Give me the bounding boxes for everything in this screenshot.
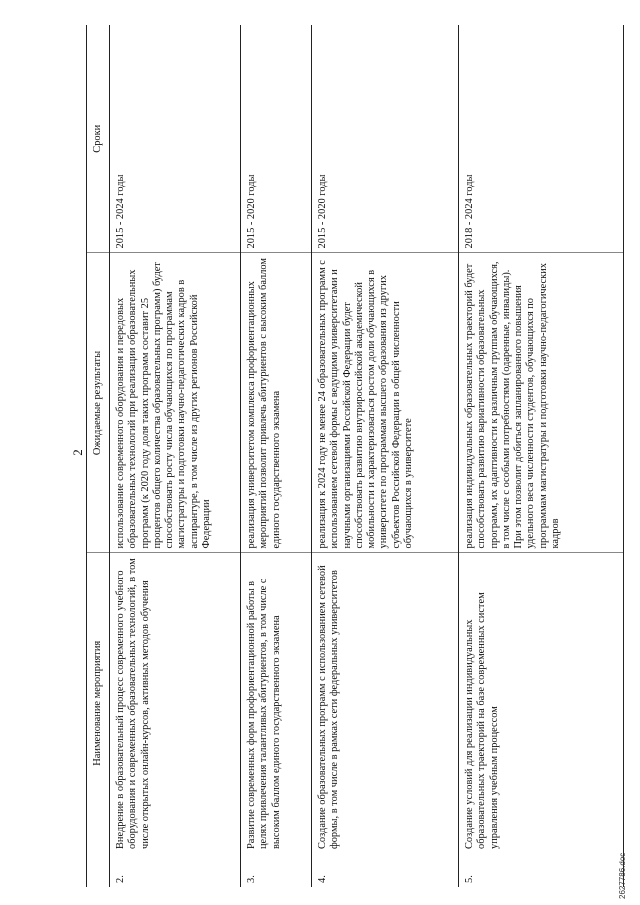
activities-table [86,25,624,887]
table-row [312,25,459,887]
activity-name: Развитие современных форм профориентационной работы в целях привлечения талантливых абитуриентов, в том числе с высоким баллом единого государственного экзамена [241,553,312,853]
term: 2015 - 2020 годы [312,25,459,253]
expected-results: реализация индивидуальных образовательных траекторий будет способствовать развитию вариативности образовательных программ, их адаптивности к различным группам обучающихся, в том числе с особыми потребностями (одаренные, инвалиды). При этом позволит добиться запланированного повышения удельного веса численности студентов, обучающихся по программам магистратуры и подготовки научно-педагогических кадров [459,253,624,553]
row-number: 2. [110,853,241,887]
header-results: Ожидаемые результаты [87,253,110,553]
header-term: Сроки [87,25,110,253]
page-number: 2 [70,449,85,456]
header-num [87,853,110,887]
activity-name: Создание образовательных программ с использованием сетевой формы, в том числе в рамках сети федеральных университетов [312,553,459,853]
table-row [241,25,312,887]
expected-results: реализация университетом комплекса профориентационных мероприятий позволит привлечь абитуриентов с высоким баллом единого государственного экзамена [241,253,312,553]
row-number: 3. [241,853,312,887]
term: 2015 - 2020 годы [241,25,312,253]
row-number: 5. [459,853,624,887]
activity-name: Внедрение в образовательный процесс современного учебного оборудования и современных образовательных технологий, в том числе открытых онлайн-курсов, активных методов обучения [110,553,241,853]
document-footer: 2627786.doc [618,852,627,899]
header-name: Наименование мероприятия [87,553,110,853]
expected-results: реализация к 2024 году не менее 24 образовательных программ с использованием сетевой формы с ведущими университетами и научными организациями Российской Федерации будет способствовать развитию внутрироссийской академической мобильности и характеризоваться ростом доли обучающихся в университете по программам высшего образования из других субъектов Российской Федерации в общей численности обучающихся в университете [312,253,459,553]
term: 2018 - 2024 годы [459,25,624,253]
row-number: 4. [312,853,459,887]
table-row [110,25,241,887]
activity-name: Создание условий для реализации индивидуальных образовательных траекторий на базе современных систем управления учебным процессом [459,553,624,853]
table-row [459,25,624,887]
expected-results: использование современного оборудования и передовых образовательных технологий при реализации образовательных программ (к 2020 году доля таких программ составит 25 процентов общего количества образовательных программ) будет способствовать росту числа обучающихся по программам магистратуры и подготовки научно-педагогических кадров в аспирантуре, в том числе из других регионов Российской Федерации [110,253,241,553]
table-header-row [87,25,110,887]
term: 2015 - 2024 годы [110,25,241,253]
